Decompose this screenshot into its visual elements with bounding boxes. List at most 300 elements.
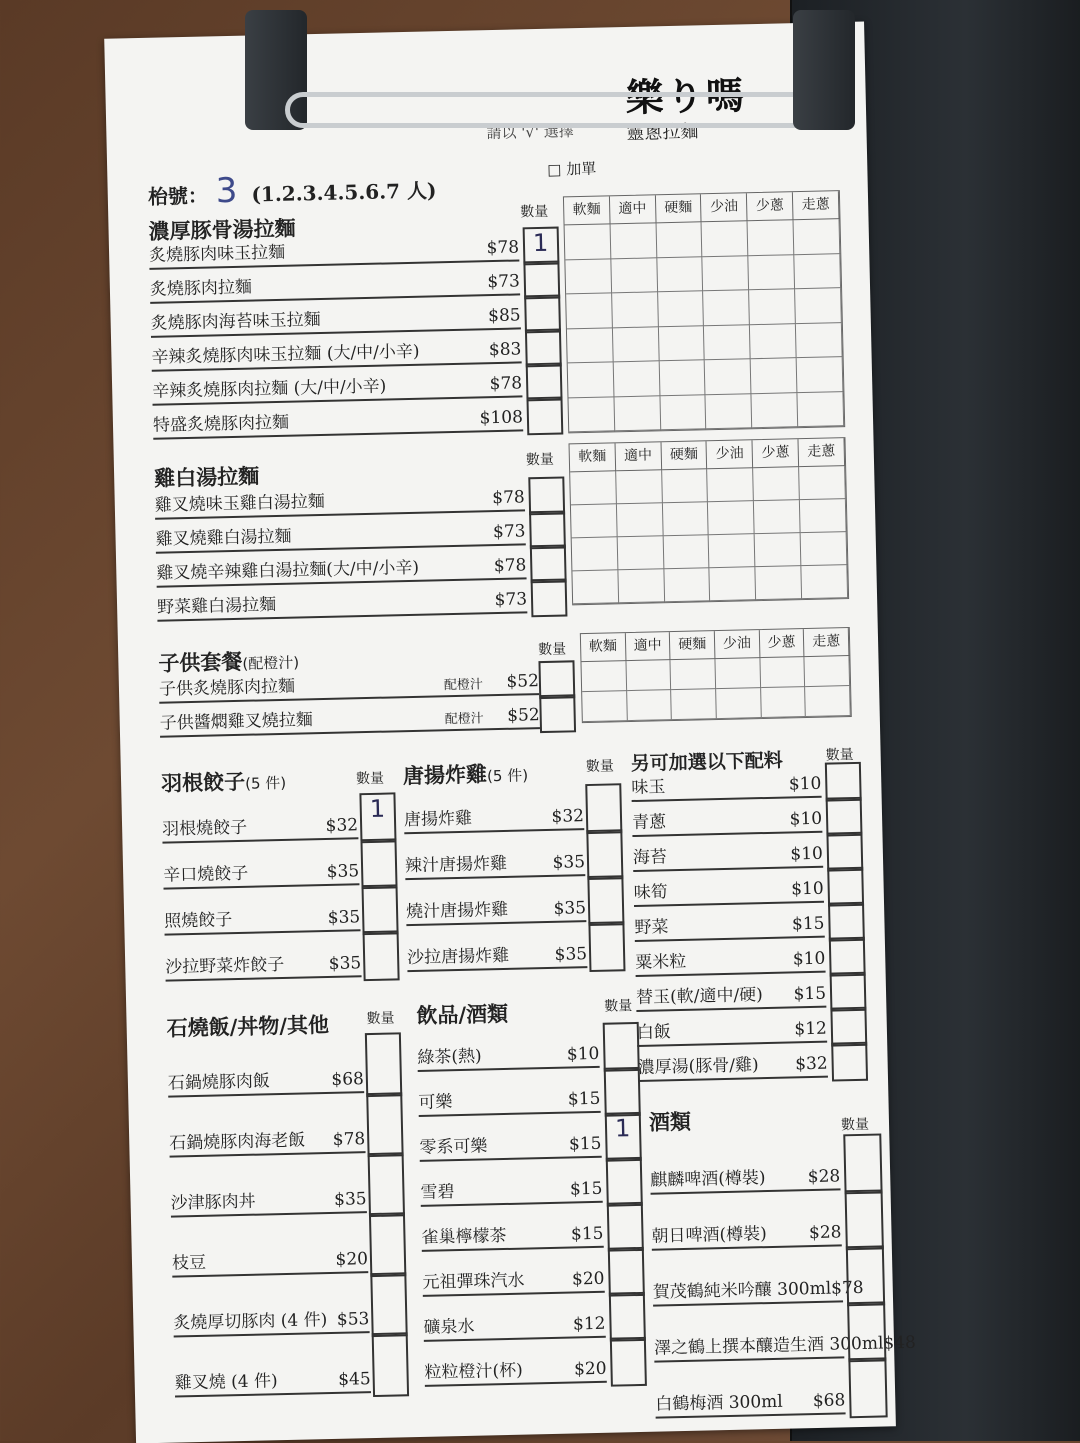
menu-item-name: 野菜雞白湯拉麵 xyxy=(156,595,277,618)
choose-hint: 請以 '√' 選擇 xyxy=(486,122,574,143)
option-cell[interactable] xyxy=(752,393,799,429)
menu-item-row xyxy=(164,885,361,935)
quantity-box[interactable] xyxy=(585,783,622,834)
option-cell[interactable] xyxy=(581,661,626,692)
menu-item-price: $78 xyxy=(489,373,523,395)
add-order-checkbox[interactable]: □ 加單 xyxy=(547,159,597,179)
menu-item-row xyxy=(172,1273,369,1337)
restaurant-logo: 樂り嗎 xyxy=(625,72,747,120)
people-options[interactable]: (1.2.3.4.5.6.7 人) xyxy=(251,178,437,207)
menu-item-row xyxy=(406,922,587,972)
option-cell[interactable] xyxy=(748,220,795,256)
quantity-box[interactable] xyxy=(843,1133,882,1194)
menu-item-name: 辛辣炙燒豚肉拉麵 (大/中/小辛) xyxy=(152,376,387,402)
quantity-box[interactable] xyxy=(609,1292,646,1342)
option-cell[interactable] xyxy=(657,257,704,293)
option-header: 少蔥 xyxy=(747,192,793,221)
menu-item-name: 賀茂鶴純米吟釀 300ml xyxy=(652,1278,832,1303)
quantity-box[interactable] xyxy=(370,1272,407,1337)
qty-label: 數量 xyxy=(520,203,549,221)
option-header: 硬麵 xyxy=(661,441,707,470)
option-cell[interactable] xyxy=(660,395,707,431)
quantity-box[interactable] xyxy=(360,838,397,889)
menu-item-price: $28 xyxy=(807,1166,841,1188)
option-header: 適中 xyxy=(610,195,656,224)
menu-item-price: $78 xyxy=(830,1277,864,1299)
quantity-box[interactable] xyxy=(826,832,863,872)
option-cell[interactable] xyxy=(800,499,847,533)
option-header: 少油 xyxy=(707,440,753,469)
handwritten-quantity: 1 xyxy=(532,228,549,258)
menu-item-name: 雞叉燒味玉雞白湯拉麵 xyxy=(154,491,326,516)
option-cell[interactable] xyxy=(617,503,664,537)
quantity-box[interactable] xyxy=(826,797,863,837)
option-cell[interactable] xyxy=(662,469,709,503)
menu-item-name: 零系可樂 xyxy=(419,1136,488,1158)
option-cell[interactable] xyxy=(805,656,850,687)
menu-item-row xyxy=(649,1134,840,1194)
quantity-box[interactable] xyxy=(848,1357,887,1418)
option-cell[interactable] xyxy=(706,394,753,430)
quantity-box[interactable] xyxy=(530,544,567,583)
menu-item-name: 綠茶(熱) xyxy=(417,1046,482,1068)
menu-item-name: 子供炙燒豚肉拉麵 xyxy=(158,676,296,700)
menu-item-price: $35 xyxy=(552,852,586,873)
menu-item-row xyxy=(157,579,528,621)
menu-item-row xyxy=(171,1213,368,1277)
quantity-box[interactable] xyxy=(372,1332,409,1397)
menu-item-row xyxy=(651,1190,842,1250)
option-cell[interactable] xyxy=(659,360,706,396)
option-cell[interactable] xyxy=(565,224,612,260)
qty-label: 數量 xyxy=(825,746,854,764)
menu-item-row xyxy=(420,1158,603,1207)
menu-item-price: $15 xyxy=(567,1088,601,1110)
quantity-box[interactable] xyxy=(361,884,398,935)
menu-item-row xyxy=(417,1023,600,1072)
menu-item-price: $78 xyxy=(493,555,527,577)
option-cell[interactable] xyxy=(703,256,750,292)
menu-item-price: $35 xyxy=(553,898,587,919)
menu-item-price: $68 xyxy=(812,1390,846,1412)
menu-item-row xyxy=(631,763,822,802)
option-header: 適中 xyxy=(625,632,670,661)
option-cell[interactable] xyxy=(611,258,658,294)
menu-item-name: 石鍋燒豚肉飯 xyxy=(167,1071,271,1094)
option-cell[interactable] xyxy=(754,500,801,534)
menu-item-price: $35 xyxy=(554,944,588,965)
menu-item-name: 石鍋燒豚肉海老飯 xyxy=(169,1130,306,1154)
menu-item-row xyxy=(632,833,823,872)
quantity-box[interactable] xyxy=(828,902,865,942)
menu-item-name: 味筍 xyxy=(633,882,668,904)
section-title-chicken: 雞白湯拉麵 xyxy=(153,464,260,491)
menu-item-row xyxy=(162,839,359,889)
option-cell[interactable] xyxy=(565,259,612,295)
option-cell[interactable] xyxy=(572,570,619,604)
quantity-box[interactable] xyxy=(531,578,568,617)
option-cell[interactable] xyxy=(582,691,627,722)
qty-label: 數量 xyxy=(604,998,633,1015)
quantity-box[interactable] xyxy=(607,1202,644,1252)
option-header: 少油 xyxy=(701,193,747,222)
menu-item-price: $10 xyxy=(792,948,826,970)
menu-item-row xyxy=(634,903,825,942)
section-title-toppings: 另可加選以下配料 xyxy=(630,749,784,776)
quantity-box[interactable] xyxy=(829,937,866,977)
quantity-box[interactable] xyxy=(830,1007,867,1047)
menu-item-row xyxy=(168,1093,365,1157)
menu-item-name: 青蔥 xyxy=(631,812,667,834)
option-cell[interactable] xyxy=(716,688,761,719)
menu-item-price: $20 xyxy=(571,1268,605,1290)
menu-item-price: $10 xyxy=(788,773,822,795)
menu-item-name: 辛辣炙燒豚肉味玉拉麵 (大/中/小辛) xyxy=(151,341,420,368)
menu-item-price: $78 xyxy=(332,1129,366,1150)
option-cell[interactable] xyxy=(617,536,664,570)
quantity-box[interactable] xyxy=(825,762,862,802)
option-cell[interactable] xyxy=(663,502,710,536)
option-cell[interactable] xyxy=(656,222,703,258)
qty-label: 數量 xyxy=(525,451,555,469)
option-cell[interactable] xyxy=(709,534,756,568)
menu-item-price: $32 xyxy=(794,1053,828,1075)
table-number[interactable]: 3 xyxy=(215,170,238,212)
menu-item-row xyxy=(159,695,540,738)
menu-item-name: 炙燒豚肉味玉拉麵 xyxy=(148,242,286,266)
option-cell[interactable] xyxy=(799,466,846,500)
option-cell[interactable] xyxy=(571,504,618,538)
handwritten-quantity: 1 xyxy=(369,794,386,823)
gyoza-title-note: (5 件) xyxy=(244,773,287,793)
option-cell[interactable] xyxy=(708,468,755,502)
quantity-box[interactable] xyxy=(368,1152,405,1217)
option-cell[interactable] xyxy=(749,255,796,291)
menu-item-name: 雞叉燒辛辣雞白湯拉麵(大/中/小辛) xyxy=(156,557,420,584)
option-cell[interactable] xyxy=(626,660,671,691)
option-cell[interactable] xyxy=(710,567,757,601)
menu-item-price: $28 xyxy=(808,1222,842,1244)
option-cell[interactable] xyxy=(671,659,716,690)
qty-label: 數量 xyxy=(366,1010,395,1028)
option-header: 走蔥 xyxy=(804,628,849,657)
quantity-box[interactable] xyxy=(366,1092,403,1157)
quantity-box[interactable] xyxy=(847,1301,886,1362)
option-header: 走蔥 xyxy=(799,438,845,467)
menu-item-name: 朝日啤酒(樽裝) xyxy=(651,1224,767,1247)
menu-item-name: 照燒餃子 xyxy=(164,910,233,932)
option-cell[interactable] xyxy=(802,565,849,599)
option-header: 硬麵 xyxy=(670,631,715,660)
restaurant-subtitle: 靈蔥拉麵 xyxy=(626,121,699,144)
option-cell[interactable] xyxy=(798,392,845,428)
menu-item-price: $15 xyxy=(569,1178,603,1200)
karaage-title: 唐揚炸雞 xyxy=(402,762,488,789)
quantity-box[interactable] xyxy=(538,660,575,699)
menu-item-row xyxy=(635,938,826,977)
menu-item-name: 礦泉水 xyxy=(423,1316,475,1338)
menu-item-price: $52 xyxy=(506,671,540,692)
kids-title-note: (配橙汁) xyxy=(242,653,300,673)
option-header: 少油 xyxy=(715,630,760,659)
option-cell[interactable] xyxy=(750,324,797,360)
quantity-box[interactable] xyxy=(586,829,623,880)
menu-item-name: 炙燒厚切豚肉 (4 件) xyxy=(173,1310,328,1334)
option-cell[interactable] xyxy=(708,501,755,535)
option-cell[interactable] xyxy=(805,686,850,717)
quantity-box[interactable] xyxy=(525,329,562,368)
menu-item-row xyxy=(404,830,585,880)
quantity-box[interactable] xyxy=(604,1067,641,1117)
option-header: 硬麵 xyxy=(656,194,702,223)
menu-item-price: $10 xyxy=(789,808,823,830)
menu-item-price: $73 xyxy=(487,271,521,293)
menu-item-row xyxy=(636,973,827,1012)
option-cell[interactable] xyxy=(568,362,615,398)
menu-item-row xyxy=(170,1153,367,1217)
menu-item-name: 野菜 xyxy=(634,917,669,938)
option-cell[interactable] xyxy=(612,292,659,328)
menu-item-price: $73 xyxy=(492,521,526,543)
menu-item-price: $68 xyxy=(331,1069,365,1090)
menu-item-name: 白飯 xyxy=(636,1022,672,1043)
quantity-box[interactable] xyxy=(830,972,867,1012)
option-cell[interactable] xyxy=(761,687,806,718)
quantity-box[interactable] xyxy=(827,867,864,907)
option-cell[interactable] xyxy=(705,359,752,395)
option-cell[interactable] xyxy=(658,291,705,327)
quantity-box[interactable] xyxy=(369,1212,406,1277)
quantity-box[interactable] xyxy=(603,1022,640,1072)
option-cell[interactable] xyxy=(795,288,842,324)
menu-item-price: $35 xyxy=(328,953,362,974)
option-cell[interactable] xyxy=(664,568,711,602)
quantity-box[interactable] xyxy=(529,510,566,549)
table-label: 枱號： xyxy=(147,183,209,209)
menu-item-name: 唐揚炸雞 xyxy=(403,808,473,831)
menu-item-name: 替玉(軟/適中/硬) xyxy=(635,985,764,1008)
option-cell[interactable] xyxy=(616,470,663,504)
menu-item-row xyxy=(422,1248,605,1297)
option-header: 軟麵 xyxy=(564,196,610,225)
menu-item-price: $108 xyxy=(479,407,524,429)
menu-item-note: 配橙汁 xyxy=(443,677,484,694)
option-header: 軟麵 xyxy=(570,443,616,472)
section-title-alcohol: 酒類 xyxy=(648,1109,692,1135)
menu-item-row xyxy=(423,1293,606,1342)
menu-item-price: $15 xyxy=(570,1223,604,1245)
menu-item-name: 特盛炙燒豚肉拉麵 xyxy=(152,412,290,436)
menu-item-row xyxy=(637,1043,828,1082)
menu-item-name: 枝豆 xyxy=(171,1252,207,1274)
quantity-box[interactable] xyxy=(846,1245,885,1306)
menu-item-price: $78 xyxy=(492,487,525,509)
quantity-box[interactable] xyxy=(605,1112,642,1162)
option-cell[interactable] xyxy=(749,289,796,325)
option-cell[interactable] xyxy=(796,323,843,359)
gyoza-title: 羽根餃子 xyxy=(160,769,246,796)
menu-item-name: 炙燒豚肉拉麵 xyxy=(149,277,253,300)
option-cell[interactable] xyxy=(567,328,614,364)
option-cell[interactable] xyxy=(613,327,660,363)
menu-item-price: $35 xyxy=(333,1189,367,1210)
option-header: 少蔥 xyxy=(753,439,799,468)
menu-item-row xyxy=(632,798,823,837)
quantity-box[interactable] xyxy=(523,261,560,300)
quantity-box[interactable] xyxy=(524,295,561,334)
option-cell[interactable] xyxy=(572,537,619,571)
option-cell[interactable] xyxy=(627,690,672,721)
menu-item-price: $15 xyxy=(793,983,827,1005)
menu-item-name: 粟米粒 xyxy=(635,951,687,973)
option-cell[interactable] xyxy=(614,361,661,397)
qty-label: 數量 xyxy=(538,641,567,659)
menu-item-price: $35 xyxy=(326,861,360,882)
section-title-drinks: 飲品/酒類 xyxy=(416,1001,509,1028)
quantity-box[interactable] xyxy=(363,930,400,981)
menu-item-name: 雞叉燒 (4 件) xyxy=(174,1371,278,1394)
handwritten-quantity: 1 xyxy=(614,1114,631,1143)
menu-item-price: $12 xyxy=(794,1018,828,1040)
option-cell[interactable] xyxy=(794,254,841,290)
karaage-title-note: (5 件) xyxy=(486,766,529,786)
noodle-options-grid[interactable] xyxy=(580,627,852,723)
option-cell[interactable] xyxy=(614,396,661,432)
option-cell[interactable] xyxy=(704,325,751,361)
clip-hinge-right xyxy=(793,10,855,130)
qty-label: 數量 xyxy=(355,770,385,788)
option-cell[interactable] xyxy=(663,535,710,569)
menu-item-price: $45 xyxy=(338,1369,371,1390)
menu-item-row xyxy=(174,1333,371,1397)
clipboard-clip xyxy=(245,0,855,140)
quantity-box[interactable] xyxy=(588,921,625,972)
menu-item-row xyxy=(167,1033,364,1097)
option-cell[interactable] xyxy=(753,467,800,501)
menu-item-row xyxy=(403,784,584,834)
menu-item-price: $35 xyxy=(327,907,361,928)
noodle-options-grid[interactable] xyxy=(563,190,845,433)
quantity-box[interactable] xyxy=(845,1189,884,1250)
option-cell[interactable] xyxy=(801,532,848,566)
option-cell[interactable] xyxy=(704,290,751,326)
option-header: 軟麵 xyxy=(581,633,626,662)
menu-item-name: 雀巢檸檬茶 xyxy=(421,1225,507,1248)
kids-title: 子供套餐 xyxy=(158,649,243,676)
menu-item-row xyxy=(421,1203,604,1252)
menu-item-name: 沙津豚肉丼 xyxy=(170,1191,256,1214)
menu-item-row xyxy=(654,1358,845,1418)
option-cell[interactable] xyxy=(715,658,760,689)
menu-item-name: 沙拉唐揚炸雞 xyxy=(406,945,510,969)
menu-item-row xyxy=(633,868,824,907)
quantity-box[interactable] xyxy=(608,1247,645,1297)
table-number-line xyxy=(147,166,437,213)
quantity-box[interactable] xyxy=(523,227,560,266)
option-cell[interactable] xyxy=(756,566,803,600)
quantity-box[interactable] xyxy=(365,1032,402,1097)
option-cell[interactable] xyxy=(755,533,802,567)
menu-item-price: $10 xyxy=(790,843,824,865)
menu-item-name: 雞叉燒雞白湯拉麵 xyxy=(155,526,292,550)
menu-item-name: 濃厚湯(豚骨/雞) xyxy=(637,1055,759,1078)
menu-item-price: $32 xyxy=(325,815,359,836)
menu-item-row xyxy=(652,1246,864,1306)
option-cell[interactable] xyxy=(702,221,749,257)
menu-item-price: $73 xyxy=(494,589,528,611)
menu-item-row xyxy=(653,1302,917,1362)
menu-item-price: $48 xyxy=(883,1332,917,1354)
menu-item-name: 澤之鶴上撰本釀造生酒 300ml xyxy=(653,1333,884,1359)
option-cell[interactable] xyxy=(566,293,613,329)
quantity-box[interactable] xyxy=(587,875,624,926)
menu-item-price: $83 xyxy=(488,339,522,361)
menu-item-name: 沙拉野菜炸餃子 xyxy=(165,954,285,978)
order-sheet xyxy=(104,22,917,1443)
qty-label: 數量 xyxy=(585,758,615,776)
menu-item-name: 可樂 xyxy=(418,1092,453,1113)
menu-item-name: 麒麟啤酒(樽裝) xyxy=(650,1168,766,1191)
menu-item-row xyxy=(405,876,586,926)
option-cell[interactable] xyxy=(610,223,657,259)
menu-item-name: 炙燒豚肉海苔味玉拉麵 xyxy=(150,309,321,334)
menu-item-name: 子供醬燜雞叉燒拉麵 xyxy=(159,710,313,734)
menu-item-name: 元祖彈珠汽水 xyxy=(422,1270,525,1293)
menu-item-note: 配橙汁 xyxy=(444,711,484,728)
quantity-box[interactable] xyxy=(606,1157,643,1207)
menu-item-name: 辛口燒餃子 xyxy=(162,863,249,886)
option-cell[interactable] xyxy=(760,657,805,688)
menu-item-price: $15 xyxy=(791,913,825,935)
option-cell[interactable] xyxy=(797,357,844,393)
menu-item-price: $53 xyxy=(336,1309,370,1330)
menu-item-price: $85 xyxy=(487,305,521,327)
menu-item-name: 雪碧 xyxy=(420,1182,455,1203)
menu-item-name: 白鶴梅酒 300ml xyxy=(655,1391,783,1415)
section-title-rice: 石燒飯/丼物/其他 xyxy=(166,1012,330,1041)
menu-item-price: $15 xyxy=(568,1133,602,1155)
noodle-options-grid[interactable] xyxy=(569,437,850,605)
menu-item-price: $32 xyxy=(551,806,585,827)
menu-item-price: $52 xyxy=(507,705,540,726)
option-cell[interactable] xyxy=(751,358,798,394)
quantity-box[interactable] xyxy=(610,1337,647,1387)
menu-item-row xyxy=(636,1008,827,1047)
menu-item-row xyxy=(419,1113,602,1162)
quantity-box[interactable] xyxy=(526,396,563,435)
menu-item-price: $12 xyxy=(572,1313,606,1335)
option-header: 適中 xyxy=(615,442,661,471)
clip-bar xyxy=(285,92,815,128)
quantity-box[interactable] xyxy=(831,1042,868,1082)
quantity-box[interactable] xyxy=(539,694,576,733)
menu-item-name: 味玉 xyxy=(631,777,666,799)
option-cell[interactable] xyxy=(659,326,706,362)
menu-item-price: $20 xyxy=(573,1358,607,1380)
quantity-box[interactable] xyxy=(526,363,563,402)
menu-item-name: 燒汁唐揚炸雞 xyxy=(405,899,509,923)
quantity-box[interactable] xyxy=(359,792,396,843)
option-cell[interactable] xyxy=(671,689,716,720)
option-cell[interactable] xyxy=(618,569,665,603)
menu-item-row xyxy=(424,1338,607,1387)
option-cell[interactable] xyxy=(568,397,615,433)
option-cell[interactable] xyxy=(794,219,841,255)
quantity-box[interactable] xyxy=(528,476,565,515)
option-cell[interactable] xyxy=(570,471,617,505)
menu-item-price: $10 xyxy=(566,1043,600,1065)
menu-item-name: 辣汁唐揚炸雞 xyxy=(404,853,508,877)
